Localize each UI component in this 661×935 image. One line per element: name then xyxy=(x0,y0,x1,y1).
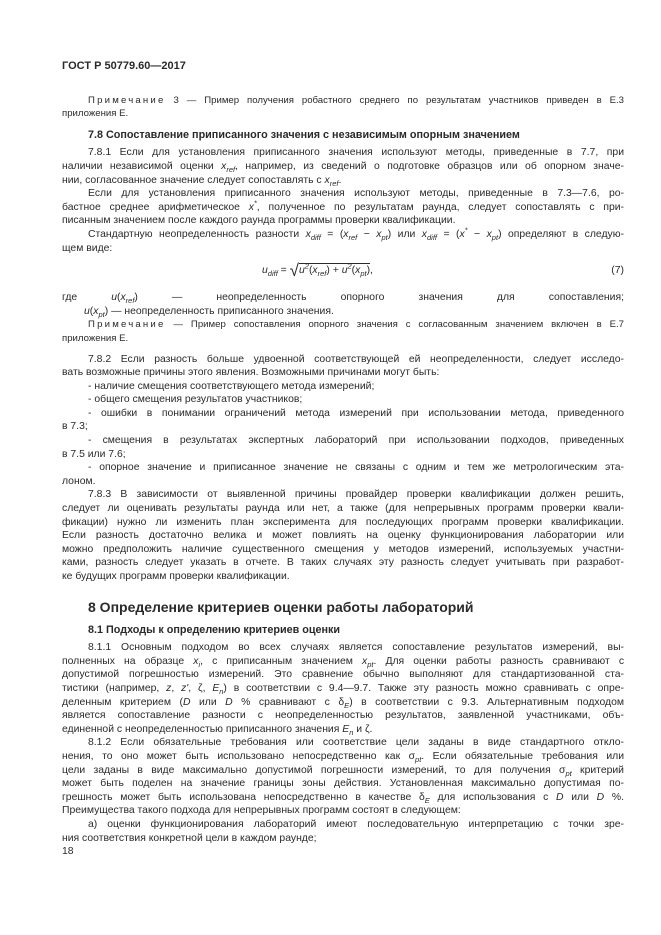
subsection-heading xyxy=(62,129,624,143)
text-run: приложения Е. xyxy=(62,108,129,120)
text-run: ( xyxy=(351,265,356,277)
text-run: ( xyxy=(89,305,94,317)
variable-symbol: D xyxy=(596,791,605,803)
text-line xyxy=(62,332,624,346)
note-paragraph xyxy=(62,94,624,121)
text-line xyxy=(62,407,624,421)
variable-symbol: u xyxy=(262,265,268,277)
text-line xyxy=(62,543,624,557)
document-page xyxy=(62,60,624,845)
text-line xyxy=(62,242,624,256)
text-run: = xyxy=(277,265,290,277)
text-line xyxy=(62,668,624,682)
text-line xyxy=(62,655,624,669)
text-run: . Для оценки работы разность сравнивают с xyxy=(373,655,625,667)
math-variable xyxy=(343,228,358,243)
text-run: ) в соответствии с 9.4—9.7. Также эту разность можно сравнивать с опре- xyxy=(223,682,624,694)
text-line xyxy=(62,529,624,543)
text-run: лоном. xyxy=(62,475,96,487)
text-run: ) в соответствии с 9.3. Альтернативным подходом xyxy=(349,696,624,708)
text-run: нения, то оно может быть использовано непосредственно как σ xyxy=(62,750,416,762)
paragraph xyxy=(62,488,624,583)
paragraph xyxy=(62,736,624,818)
text-run: бастное среднее арифметическое xyxy=(62,201,249,213)
variable-symbol: x xyxy=(376,228,382,240)
document-header: ГОСТ Р 50779.60—2017 xyxy=(62,60,186,72)
variable-symbol: u xyxy=(298,265,305,277)
text-line xyxy=(62,696,624,710)
text-run: нии, согласованное значение следует сопоставлять с xyxy=(62,174,325,186)
subscript: pt xyxy=(491,233,499,243)
variable-symbol: x xyxy=(193,655,199,667)
text-run: 7.8 Сопоставление приписанного значения с независимым опорным значением xyxy=(88,128,520,141)
text-run: - смещения в результатах экспертных лабораторий при использовании подходов, приведенных xyxy=(88,435,624,447)
subscript: E xyxy=(424,795,430,805)
math-variable xyxy=(342,724,353,735)
radicand xyxy=(298,261,371,279)
text-run: . xyxy=(338,174,342,186)
variable-symbol: x xyxy=(421,228,427,240)
text-run: в 7.3; xyxy=(62,421,88,433)
text-line xyxy=(62,146,624,160)
subscript: i xyxy=(198,659,201,669)
subscript: ref xyxy=(348,233,358,243)
text-run: тистики (например, xyxy=(62,682,167,694)
variable-symbol: u xyxy=(341,265,348,277)
text-run: , xyxy=(171,682,182,694)
text-line xyxy=(62,777,624,791)
text-run: является сопоставление разности с неопределенностью результатов, заявленной участниками, объ- xyxy=(62,710,624,722)
text-line xyxy=(62,366,624,380)
label-text xyxy=(88,319,166,330)
formula-7 xyxy=(62,259,624,285)
text-run: Если разность достаточно велика и может повлиять на оценку функционирования лаборатории или xyxy=(62,530,624,542)
page-number: 18 xyxy=(62,846,74,857)
math-variable xyxy=(248,198,257,213)
text-run: ) определяют в следую- xyxy=(498,228,624,240)
text-run: в 7.5 или 7.6; xyxy=(62,448,126,460)
variable-symbol: x xyxy=(486,228,492,240)
variable-symbol: Примечание xyxy=(88,319,166,331)
math-variable xyxy=(486,228,499,243)
variable-symbol: x xyxy=(93,305,99,317)
text-run: ния соответствия конкретной цели в каждом раунде; xyxy=(62,832,317,844)
variable-symbol: x xyxy=(221,160,227,172)
variable-symbol: x xyxy=(355,265,361,277)
text-line xyxy=(62,291,624,305)
text-line xyxy=(62,791,624,805)
text-line xyxy=(62,198,624,215)
note-paragraph xyxy=(62,318,624,345)
text-line xyxy=(88,598,624,616)
subscript: pt xyxy=(360,269,367,279)
text-line xyxy=(62,393,624,407)
variable-symbol: u xyxy=(84,305,90,317)
subscript: n xyxy=(219,687,224,697)
text-line xyxy=(62,160,624,174)
text-run: Стандартную неопределенность разности xyxy=(88,228,306,240)
text-run: 8 Определение критериев оценки работы лабораторий xyxy=(88,598,474,615)
text-run: вать возможные причины этого явления. Возможными причинами могут быть: xyxy=(62,367,440,379)
superscript: 2 xyxy=(304,261,309,271)
text-line xyxy=(62,214,624,228)
paragraph xyxy=(62,353,624,380)
math-variable xyxy=(93,306,104,317)
variable-symbol: x xyxy=(120,292,126,304)
subscript: pt xyxy=(415,755,422,765)
text-run: 7.8.1 Если для установления приписанного значения используют методы, приведенные в 7.7, при xyxy=(88,147,624,159)
subscript: pt xyxy=(367,659,374,669)
text-line xyxy=(62,174,624,188)
text-run: ) — неопределенность приписанного значения. xyxy=(104,305,334,317)
paragraph xyxy=(62,461,624,488)
text-line xyxy=(62,420,624,434)
variable-symbol: u xyxy=(111,292,117,304)
text-run: ) xyxy=(366,265,371,277)
subsection-heading xyxy=(62,624,624,638)
text-line xyxy=(62,380,624,394)
math-variable xyxy=(312,265,327,279)
variable-symbol: x xyxy=(362,655,368,667)
text-run: допустимой погрешностью измерений. Это сравнение обычно выполняют для стандартизованной ста- xyxy=(62,669,624,681)
variable-symbol: Примечание xyxy=(88,94,166,106)
text-run: ) — неопределенность опорного значения для сопоставления; xyxy=(134,292,624,304)
superscript: * xyxy=(464,225,468,235)
text-line xyxy=(62,709,624,723)
text-run: грешность может быть использована непосредственно в качестве δ xyxy=(62,791,425,803)
text-line xyxy=(62,556,624,570)
math-variable xyxy=(120,292,135,306)
text-run: % сравнивают с δ xyxy=(232,696,345,708)
paragraph xyxy=(62,641,624,736)
variable-symbol: x xyxy=(312,265,318,277)
text-line xyxy=(62,187,624,201)
text-run: , с приписанным значением xyxy=(200,655,362,667)
text-line xyxy=(88,624,624,638)
paragraph xyxy=(62,818,624,845)
text-run: 3 — Пример получения робастного среднего по результатам участников приведен в Е.3 xyxy=(165,94,624,106)
text-line xyxy=(62,502,624,516)
text-run: — Пример сопоставления опорного значения с согласованным значением включен в Е.7 xyxy=(165,319,624,331)
text-line xyxy=(62,318,624,332)
text-run: − xyxy=(357,228,377,240)
text-run: Если для установления приписанного значения используют методы, приведенные в 7.3—7.6, ро- xyxy=(88,188,624,200)
variable-symbol: D xyxy=(556,791,564,803)
document-body xyxy=(62,94,624,846)
text-run: - наличие смещения соответствующего метода измерений; xyxy=(88,380,375,392)
text-run: - общего смещения результатов участников; xyxy=(88,394,303,406)
math-variable xyxy=(341,261,352,277)
text-run: цели заданы в виде максимально допустимой погрешности измерений, то для получения σ xyxy=(62,764,566,776)
text-run: − xyxy=(467,228,487,240)
subscript: ref xyxy=(329,178,339,188)
variable-symbol: z xyxy=(166,682,172,694)
text-run: ( xyxy=(308,265,313,277)
text-run: фикации) нужно ли изменить план эксперимента для последующих программ проверки квалификации. xyxy=(62,516,624,528)
paragraph xyxy=(62,407,624,434)
text-run: где xyxy=(62,292,112,304)
text-run: и ζ. xyxy=(353,723,373,735)
subscript: pt xyxy=(565,768,572,778)
variable-symbol: x xyxy=(248,201,254,213)
text-line xyxy=(62,641,624,655)
paragraph xyxy=(62,225,624,255)
text-line xyxy=(62,736,624,750)
subscript: ref xyxy=(317,269,327,279)
math-variable xyxy=(376,228,388,243)
subscript: ref xyxy=(226,165,236,175)
text-run: 7.8.3 В зависимости от выявленной причины провайдер проверки квалификации должен решить, xyxy=(88,489,624,501)
text-line xyxy=(62,682,624,696)
text-run: а) оценки функционирования лабораторий имеют последовательную интерпретацию с точки зре- xyxy=(88,818,624,830)
label-text xyxy=(88,95,166,106)
subscript: ref xyxy=(125,296,135,306)
text-line xyxy=(62,723,624,737)
text-run: или xyxy=(563,791,597,803)
text-line xyxy=(62,750,624,764)
variable-symbol: z' xyxy=(181,682,189,694)
variable-symbol: x xyxy=(305,228,311,240)
text-line xyxy=(62,570,624,584)
paragraph xyxy=(62,434,624,461)
superscript: * xyxy=(253,198,257,208)
text-run: критерий xyxy=(571,764,624,776)
text-line xyxy=(62,434,624,448)
text-run: единенной с неопределенностью приписанного значения xyxy=(62,723,343,735)
variable-symbol: x xyxy=(459,228,465,240)
text-line xyxy=(62,488,624,502)
text-run: - ошибки в понимании ограничений метода измерений при использовании метода, приведенного xyxy=(88,407,624,419)
text-run: приложения Е. xyxy=(62,332,129,344)
math-variable xyxy=(421,228,438,243)
text-run: полненных на образце xyxy=(62,655,194,667)
formula-expression xyxy=(262,261,373,281)
text-line xyxy=(62,353,624,367)
text-line xyxy=(62,225,624,243)
math-variable xyxy=(305,228,321,243)
text-run: щем виде: xyxy=(62,242,113,254)
math-variable xyxy=(225,697,233,708)
text-run: . Если обязательные требования или xyxy=(421,750,624,762)
formula-legend xyxy=(62,291,624,318)
paragraph xyxy=(62,187,624,228)
math-variable xyxy=(212,682,224,697)
text-run: следует ли оценивать результаты раунда или нет, а также (для непрерывных программ проверки квали- xyxy=(62,503,624,515)
text-run: для использования с xyxy=(429,791,557,803)
text-run: писанным значением после каждого раунда программы проверки квалификации. xyxy=(62,215,456,227)
text-run: ( xyxy=(116,292,121,304)
text-run: можно предположить наличие существенного смещения у методов измерений, используемых участни- xyxy=(62,543,624,555)
text-run: 8.1.2 Если обязательные требования или соответствие цели заданы в виде стандартного откло- xyxy=(88,737,624,749)
text-line xyxy=(62,818,624,832)
variable-symbol: x xyxy=(324,174,330,186)
text-run: - опорное значение и приписанное значение не связаны с одним и тем же метрологическим эта- xyxy=(88,462,624,474)
math-variable xyxy=(556,792,564,803)
text-run: ке будущих программ проверки квалификации. xyxy=(62,571,290,582)
variable-symbol: x xyxy=(343,228,349,240)
formula-number: (7) xyxy=(611,265,624,277)
text-line xyxy=(62,461,624,475)
text-line xyxy=(62,475,624,489)
math-variable xyxy=(362,656,373,667)
text-run: ками, разность следует указать в отчете. В таких случаях эту разность следует учитывать при разработ- xyxy=(62,557,624,569)
text-run: = ( xyxy=(437,228,460,240)
text-line xyxy=(62,94,624,108)
subscript: pt xyxy=(98,309,105,319)
text-run: наличии независимой оценки xyxy=(62,160,222,172)
section-heading xyxy=(62,598,624,616)
text-run: ) + xyxy=(326,265,342,277)
subscript: pt xyxy=(381,233,388,243)
text-run: , ζ, xyxy=(188,682,213,694)
superscript: 2 xyxy=(347,261,352,271)
math-variable xyxy=(459,225,468,240)
math-variable xyxy=(298,261,309,277)
text-run: , например, из сведений о подготовке образцов или об опорном значе- xyxy=(235,160,624,172)
math-variable xyxy=(324,174,342,188)
text-line xyxy=(88,129,624,143)
variable-symbol: D xyxy=(225,696,233,708)
text-run: Преимущества такого подхода для непрерывных программ состоят в следующем: xyxy=(62,805,461,817)
text-run: %. xyxy=(604,791,624,803)
text-run: деленным критерием ( xyxy=(62,696,183,708)
text-line xyxy=(62,832,624,846)
paragraph xyxy=(62,393,624,407)
text-line xyxy=(62,305,624,319)
subscript: E xyxy=(344,700,350,710)
variable-symbol: D xyxy=(182,696,191,708)
text-line xyxy=(62,764,624,778)
text-run: 8.1.1 Основным подходом во всех случаях является сопоставление результатов измерений, вы- xyxy=(88,642,624,654)
math-variable xyxy=(262,265,278,279)
subscript: diff xyxy=(427,233,438,243)
variable-symbol: E xyxy=(342,723,350,735)
text-line xyxy=(62,107,624,121)
text-run: 7.8.2 Если разность больше удвоенной соответствующей ей неопределенности, следует исследо- xyxy=(88,353,624,365)
math-variable xyxy=(355,265,367,279)
text-run: , полученное по результатам раунда, следует сопоставлять с при- xyxy=(256,201,624,213)
subscript: n xyxy=(349,727,354,737)
paragraph xyxy=(62,380,624,394)
text-run: 8.1 Подходы к определению критериев оценки xyxy=(88,623,341,636)
text-run: ) или xyxy=(387,228,422,240)
paragraph xyxy=(62,146,624,187)
text-run: = ( xyxy=(320,228,344,240)
text-line xyxy=(62,516,624,530)
square-root-icon: √ xyxy=(289,261,299,281)
text-run: , xyxy=(370,265,373,277)
text-line xyxy=(62,448,624,462)
text-run: может быть поделен на значение границы зоны действия. Установленная максимально допустимая по- xyxy=(62,778,624,790)
variable-symbol: E xyxy=(212,682,220,694)
subscript: diff xyxy=(310,233,321,243)
subscript: diff xyxy=(267,269,278,279)
text-run: или xyxy=(190,696,226,708)
text-line xyxy=(62,804,624,818)
math-variable xyxy=(221,160,236,175)
